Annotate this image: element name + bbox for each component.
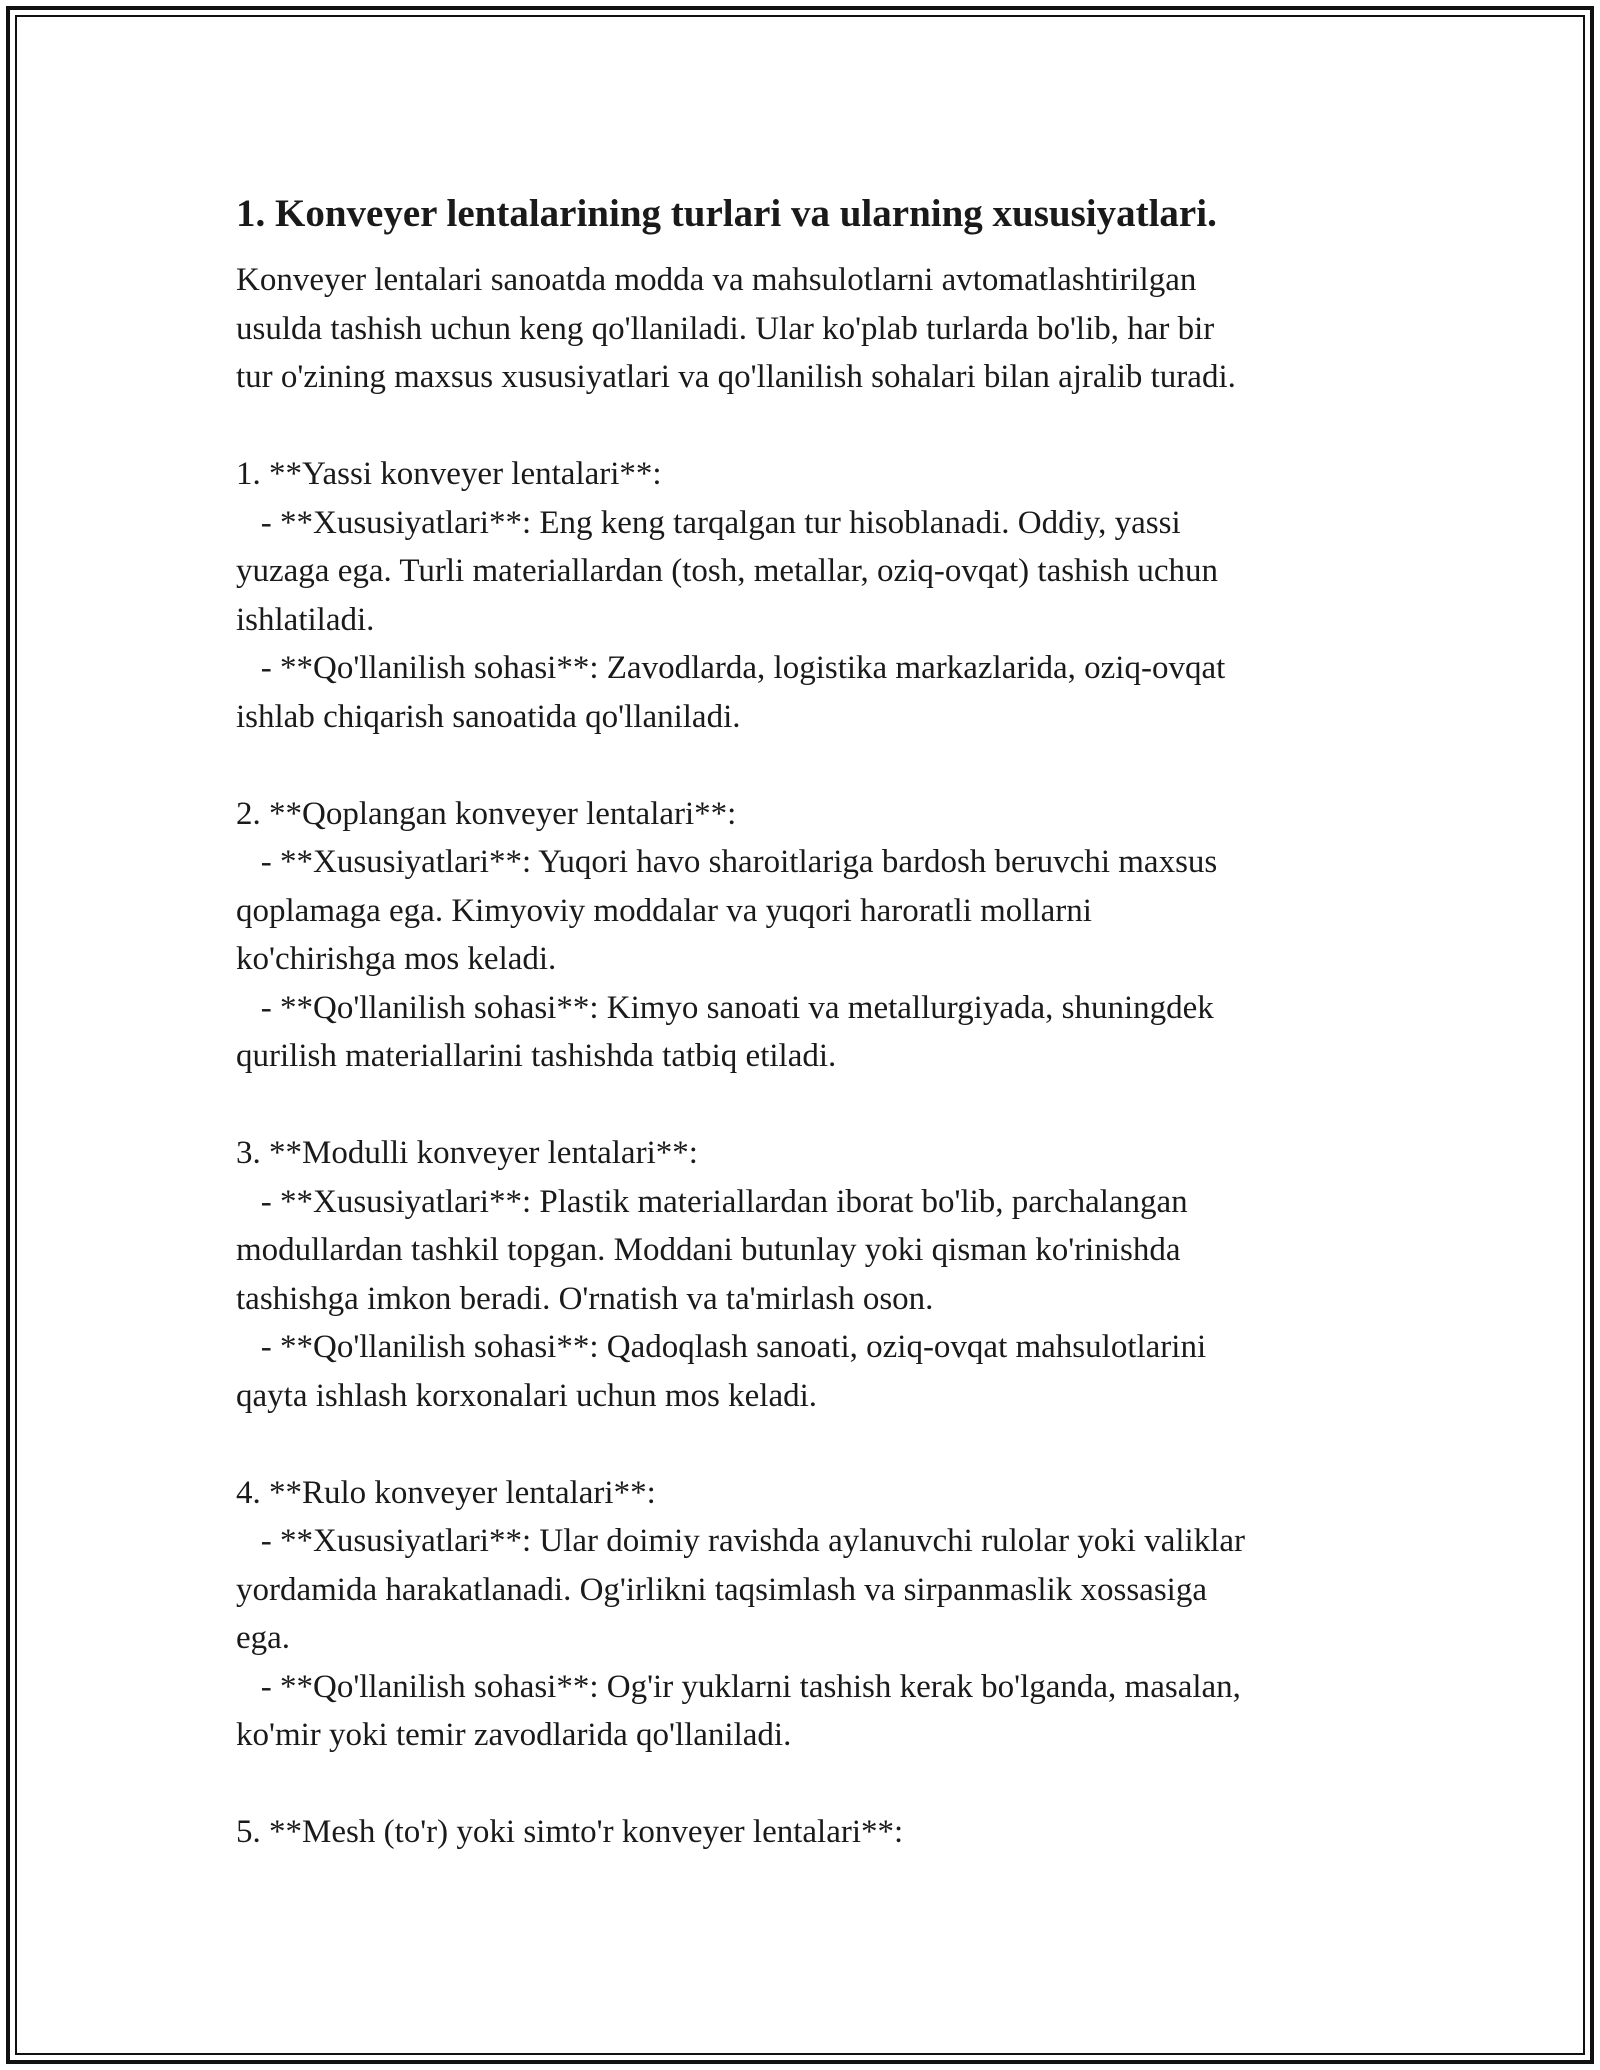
section-heading: 3. **Modulli konveyer lentalari**: bbox=[236, 1135, 698, 1171]
document-body bbox=[236, 186, 1376, 1857]
intro-paragraph bbox=[236, 256, 1376, 402]
section-line: - **Xususiyatlari**: Plastik materiallardan iborat bo'lib, parchalangan bbox=[236, 1183, 1188, 1220]
section-line: qoplamaga ega. Kimyoviy moddalar va yuqori haroratli mollarni bbox=[236, 892, 1092, 929]
section-heading: 4. **Rulo konveyer lentalari**: bbox=[236, 1474, 656, 1511]
section-line: - **Xususiyatlari**: Ular doimiy ravishda aylanuvchi rulolar yoki valiklar bbox=[236, 1523, 1246, 1559]
intro-line: tur o'zining maxsus xususiyatlari va qo'llanilish sohalari bilan ajralib turadi. bbox=[236, 359, 1236, 395]
section-5 bbox=[236, 1808, 1376, 1857]
section-line: ishlab chiqarish sanoatida qo'llaniladi. bbox=[236, 698, 741, 735]
section-line: ko'mir yoki temir zavodlarida qo'llaniladi. bbox=[236, 1717, 792, 1753]
section-line: - **Xususiyatlari**: Yuqori havo sharoitlariga bardosh beruvchi maxsus bbox=[236, 844, 1218, 880]
section-line: tashishga imkon beradi. O'rnatish va ta'mirlash oson. bbox=[236, 1280, 934, 1317]
section-heading: 1. **Yassi konveyer lentalari**: bbox=[236, 456, 662, 492]
section-1 bbox=[236, 450, 1376, 741]
section-line: qurilish materiallarini tashishda tatbiq etiladi. bbox=[236, 1038, 837, 1074]
intro-line: usulda tashish uchun keng qo'llaniladi. Ular ko'plab turlarda bo'lib, har bir bbox=[236, 310, 1215, 347]
section-line: - **Qo'llanilish sohasi**: Og'ir yuklarni tashish kerak bo'lganda, masalan, bbox=[236, 1668, 1241, 1705]
section-line: yordamida harakatlanadi. Og'irlikni taqsimlash va sirpanmaslik xossasiga bbox=[236, 1571, 1207, 1608]
paragraph-gap bbox=[236, 1081, 1376, 1130]
section-line: modullardan tashkil topgan. Moddani butunlay yoki qisman ko'rinishda bbox=[236, 1232, 1181, 1268]
section-3 bbox=[236, 1129, 1376, 1420]
intro-line: Konveyer lentalari sanoatda modda va mahsulotlarni avtomatlashtirilgan bbox=[236, 262, 1197, 298]
section-line: - **Qo'llanilish sohasi**: Zavodlarda, logistika markazlarida, oziq-ovqat bbox=[236, 650, 1226, 686]
section-4 bbox=[236, 1469, 1376, 1760]
section-2 bbox=[236, 790, 1376, 1081]
section-line: - **Qo'llanilish sohasi**: Qadoqlash sanoati, oziq-ovqat mahsulotlarini bbox=[236, 1329, 1207, 1365]
section-heading: 2. **Qoplangan konveyer lentalari**: bbox=[236, 795, 737, 832]
paragraph-gap bbox=[236, 1760, 1376, 1809]
document-title: 1. Konveyer lentalarining turlari va ularning xususiyatlari. bbox=[236, 192, 1217, 235]
paragraph-gap bbox=[236, 741, 1376, 790]
section-line: ishlatiladi. bbox=[236, 601, 375, 638]
section-heading: 5. **Mesh (to'r) yoki simto'r konveyer lentalari**: bbox=[236, 1814, 904, 1850]
section-line: qayta ishlash korxonalari uchun mos keladi. bbox=[236, 1377, 818, 1414]
section-line: - **Qo'llanilish sohasi**: Kimyo sanoati va metallurgiyada, shuningdek bbox=[236, 989, 1214, 1026]
section-line: - **Xususiyatlari**: Eng keng tarqalgan tur hisoblanadi. Oddiy, yassi bbox=[236, 504, 1181, 541]
paragraph-gap bbox=[236, 402, 1376, 451]
section-line: ko'chirishga mos keladi. bbox=[236, 941, 557, 977]
section-line: ega. bbox=[236, 1620, 291, 1656]
section-line: yuzaga ega. Turli materiallardan (tosh, metallar, oziq-ovqat) tashish uchun bbox=[236, 553, 1218, 589]
paragraph-gap bbox=[236, 1420, 1376, 1469]
